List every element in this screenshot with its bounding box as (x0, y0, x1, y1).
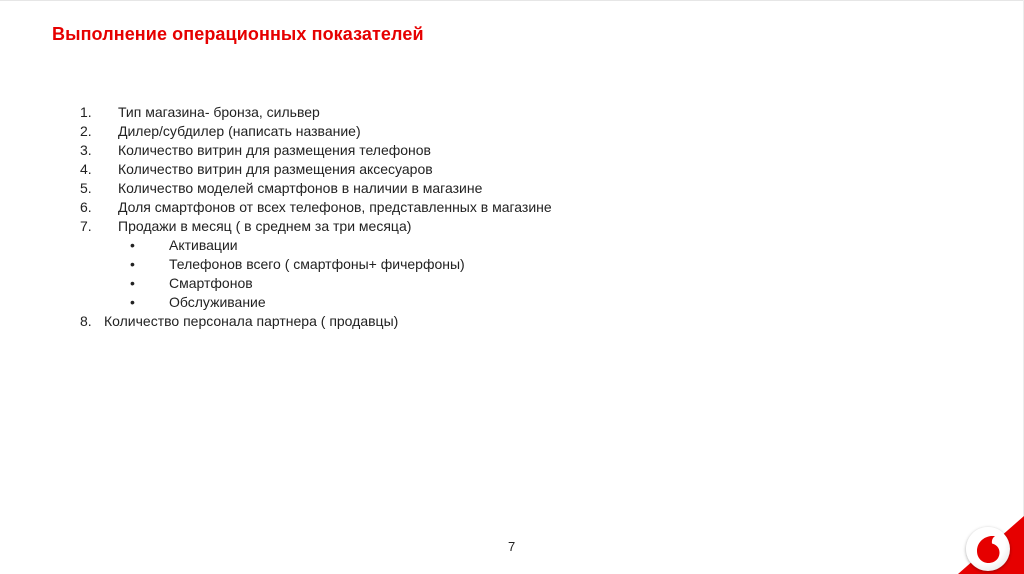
slide-title: Выполнение операционных показателей (52, 24, 424, 44)
list-item-text: Количество витрин для размещения телефонов (118, 142, 431, 158)
list-item-number: 4. (80, 161, 92, 177)
list-item-number: 1. (80, 104, 92, 120)
list-item-number: 5. (80, 180, 92, 196)
list-item-number: 6. (80, 199, 92, 215)
sub-list-item-text: Активации (169, 237, 238, 253)
bullet-icon: • (130, 256, 135, 272)
list-item-number: 8. (80, 313, 92, 329)
list-item-text: Количество моделей смартфонов в наличии в магазине (118, 180, 483, 196)
sub-list-item-text: Обслуживание (169, 294, 266, 310)
bullet-icon: • (130, 275, 135, 291)
vodafone-logo-icon (966, 527, 1010, 571)
list-item-text: Дилер/субдилер (написать название) (118, 123, 361, 139)
sub-list-item-text: Телефонов всего ( смартфоны+ фичерфоны) (169, 256, 465, 272)
list-item-text: Доля смартфонов от всех телефонов, представленных в магазине (118, 199, 552, 215)
sub-list-item-text: Смартфонов (169, 275, 253, 291)
brand-corner (958, 516, 1024, 574)
list-item-text: Количество витрин для размещения аксесуаров (118, 161, 433, 177)
slide-top-border (0, 0, 1024, 1)
bullet-icon: • (130, 294, 135, 310)
list-item-text: Количество персонала партнера ( продавцы) (104, 313, 399, 329)
list-item-number: 3. (80, 142, 92, 158)
list-item-text: Продажи в месяц ( в среднем за три месяца) (118, 218, 412, 234)
list-item-text: Тип магазина- бронза, сильвер (118, 104, 320, 120)
bullet-icon: • (130, 237, 135, 253)
list-item-number: 2. (80, 123, 92, 139)
page-number: 7 (508, 539, 516, 554)
list-item-number: 7. (80, 218, 92, 234)
